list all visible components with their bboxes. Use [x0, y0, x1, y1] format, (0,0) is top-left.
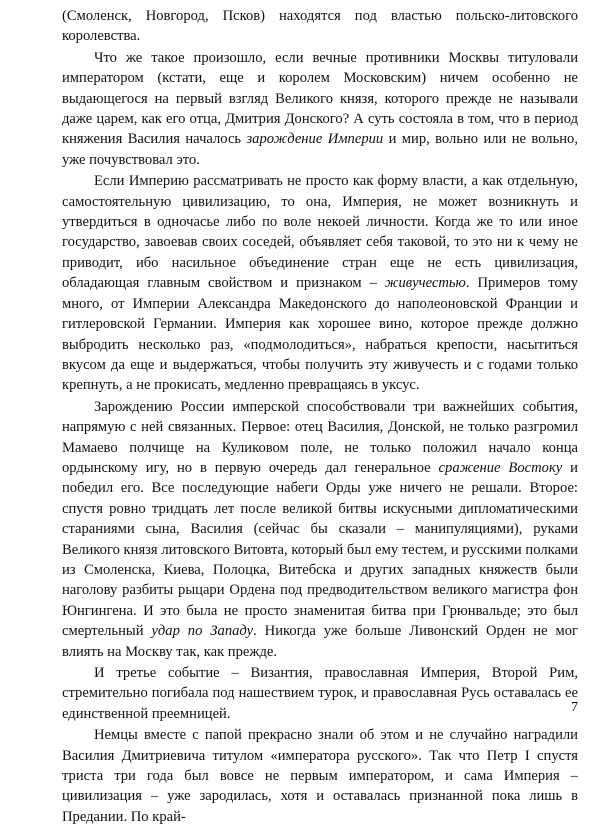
paragraph-text: И третье событие – Византия, православная Империя, Второй Рим, стремительно погибала под нашествием турок, и православная Русь оставалась ее единственной преемницей.: [62, 665, 578, 722]
document-body: [62, 6, 578, 827]
emphasis-text: зарождение Империи: [246, 131, 384, 148]
paragraph: [62, 171, 578, 395]
paragraph-text: и победил его. Все последующие набеги Орды уже ничего не решали. Второе: спустя ровно тридцать лет после великой битвы искусными дипломатическими стараниями сына, Василия (сейчас бы сказали – манипуляциями), руками Великого князя литовского Витовта, который был ему тестем, и русскими полками из Смоленска, Киева, Полоцка, Витебска и других западных княжеств были наголову разбиты рыцари Ордена под предводительством великого магистра фон Юнгингена. И это была не просто знаменитая битва при Грюнвальде; это был смертельный: [62, 459, 578, 640]
paragraph: [62, 663, 578, 724]
emphasis-text: живучестью: [384, 275, 466, 292]
paragraph: [62, 397, 578, 662]
paragraph-text: (Смоленск, Новгород, Псков) находятся под властью польско-литовского королевства.: [62, 8, 578, 45]
paragraph-text: и мир, вольно или не вольно, уже почувствовал это.: [62, 131, 578, 168]
emphasis-text: сражение Востоку: [438, 459, 563, 476]
document-page: [62, 6, 578, 827]
paragraph-text: Немцы вместе с папой прекрасно знали об этом и не случайно наградили Василия Дмитриевича титулом «императора русского». Так что Петр I спустя триста три года был вовсе не первым императором, и сама Империя – цивилизация – уже зародилась, хотя и оставалась признанной пока лишь в Предании. По край-: [62, 727, 578, 825]
paragraph-text: Если Империю рассматривать не просто как форму власти, а как отдельную, самостоятельную цивилизацию, то она, Империя, не может возникнуть и утвердиться в одночасье либо по воле некоей личности. Когда же то или иное государство, завоевав своих соседей, объявляет себя таковой, то это ни к чему не приводит, ибо насильное объединение стран еще не есть цивилизация, обладающая главным свойством и признаком –: [62, 173, 578, 292]
paragraph-text: Что же такое произошло, если вечные противники Москвы титуловали императором (кстати, еще и королем Московским) ничем особенно не выдающегося на первый взгляд Великого князя, которого прежде не называли даже царем, как его отца, Дмитрия Донского? А суть состояла в том, что в период княжения Василия началось: [62, 49, 578, 148]
emphasis-text: удар по Западу: [151, 623, 254, 640]
paragraph: [62, 48, 578, 170]
paragraph-text: . Примеров тому много, от Империи Александра Македонского до наполеоновской Франции и гитлеровской Германии. Империя как хорошее вино, которое прежде должно выбродить несколько раз, «подмолодиться», набраться крепости, насытиться вкусом да еще и выдержаться, чтобы получить эту живучесть и с годами только крепнуть, а не прокисать, медленно превращаясь в уксус.: [62, 275, 578, 394]
page-number: 7: [571, 700, 578, 715]
paragraph-text: Зарождению России имперской способствовали три важнейших события, напрямую с ней связанных. Первое: отец Василия, Донской, не только разгромил Мамаево полчище на Куликовом поле, не только положил начало конца ордынскому игу, но в первую очередь дал генеральное: [62, 398, 578, 476]
paragraph: [62, 6, 578, 47]
paragraph-text: . Никогда уже больше Ливонский Орден не мог влиять на Москву так, как прежде.: [62, 623, 579, 660]
paragraph: [62, 725, 578, 827]
